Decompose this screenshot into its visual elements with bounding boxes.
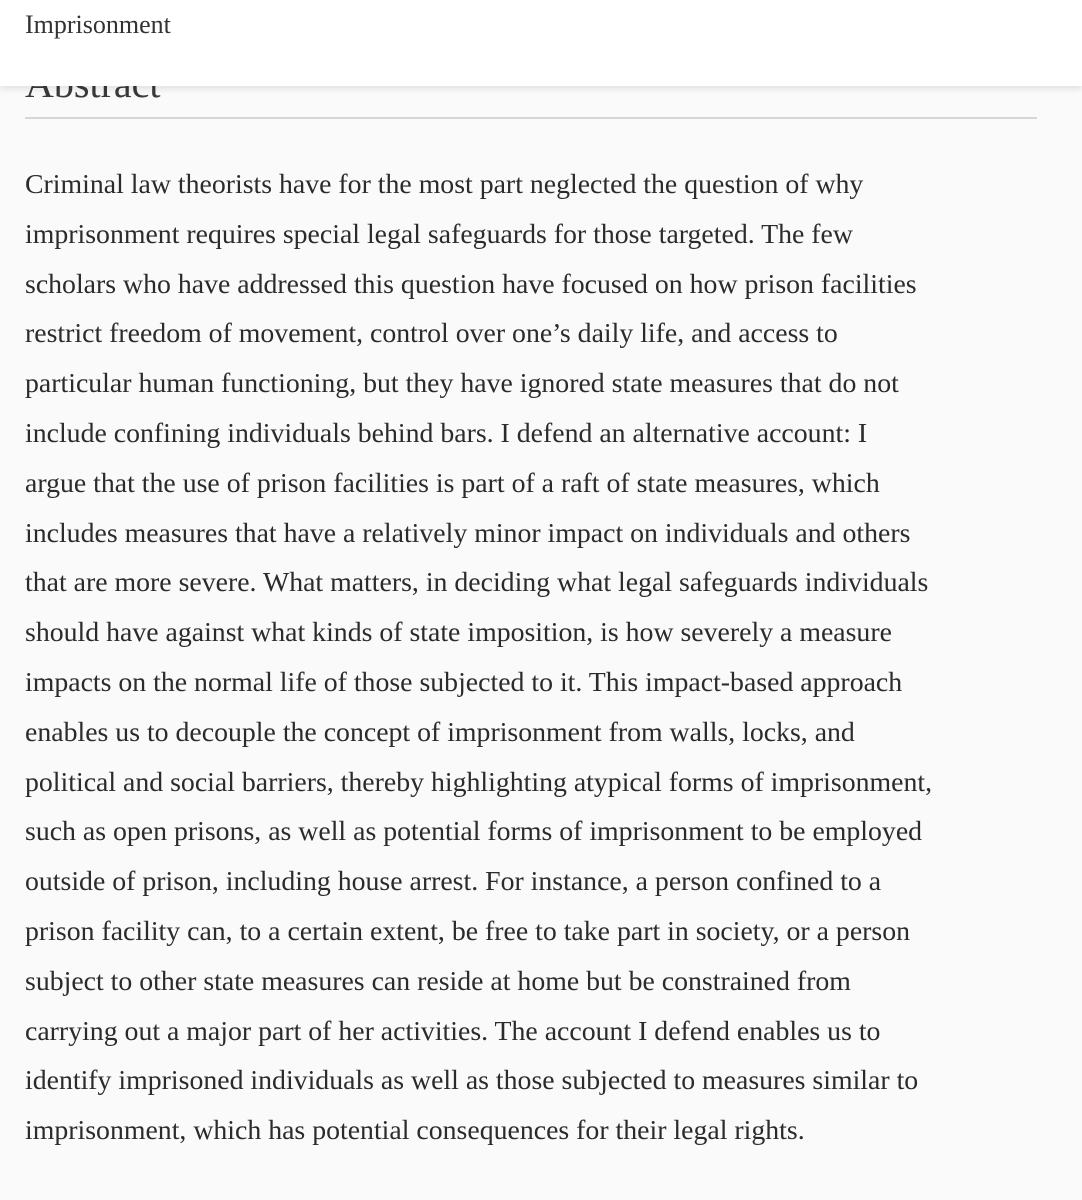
abstract-line: particular human functioning, but they have ignored state measures that do not	[25, 368, 899, 400]
top-bar	[0, 0, 1082, 86]
abstract-line: include confining individuals behind bars. I defend an alternative account: I	[25, 417, 868, 449]
abstract-line: imprisonment, which has potential consequences for their legal rights.	[25, 1115, 805, 1147]
abstract-line: political and social barriers, thereby highlighting atypical forms of imprisonment,	[25, 766, 933, 798]
abstract-line: that are more severe. What matters, in deciding what legal safeguards individuals	[25, 567, 929, 599]
abstract-line: identify imprisoned individuals as well as those subjected to measures similar to	[25, 1065, 919, 1097]
heading-divider	[25, 117, 1037, 119]
abstract-line: Criminal law theorists have for the most part neglected the question of why	[25, 169, 864, 200]
abstract-line: imprisonment requires special legal safeguards for those targeted. The few	[25, 218, 853, 250]
abstract-line: includes measures that have a relatively minor impact on individuals and others	[25, 517, 911, 549]
abstract-line: subject to other state measures can reside at home but be constrained from	[25, 965, 851, 997]
abstract-line: such as open prisons, as well as potential forms of imprisonment to be employed	[25, 816, 923, 848]
abstract-body	[25, 160, 1045, 1156]
abstract-line: should have against what kinds of state imposition, is how severely a measure	[25, 617, 892, 649]
abstract-line: enables us to decouple the concept of imprisonment from walls, locks, and	[25, 716, 855, 748]
abstract-line: argue that the use of prison facilities is part of a raft of state measures, which	[25, 467, 880, 499]
abstract-line: prison facility can, to a certain extent, be free to take part in society, or a person	[25, 915, 911, 947]
abstract-line: carrying out a major part of her activities. The account I defend enables us to	[25, 1015, 881, 1047]
abstract-line: restrict freedom of movement, control over one’s daily life, and access to	[25, 318, 838, 350]
page-title: Imprisonment	[25, 10, 171, 39]
abstract-line: impacts on the normal life of those subjected to it. This impact-based approach	[25, 666, 903, 698]
abstract-line: outside of prison, including house arrest. For instance, a person confined to a	[25, 866, 882, 898]
abstract-line: scholars who have addressed this question have focused on how prison facilities	[25, 268, 917, 300]
